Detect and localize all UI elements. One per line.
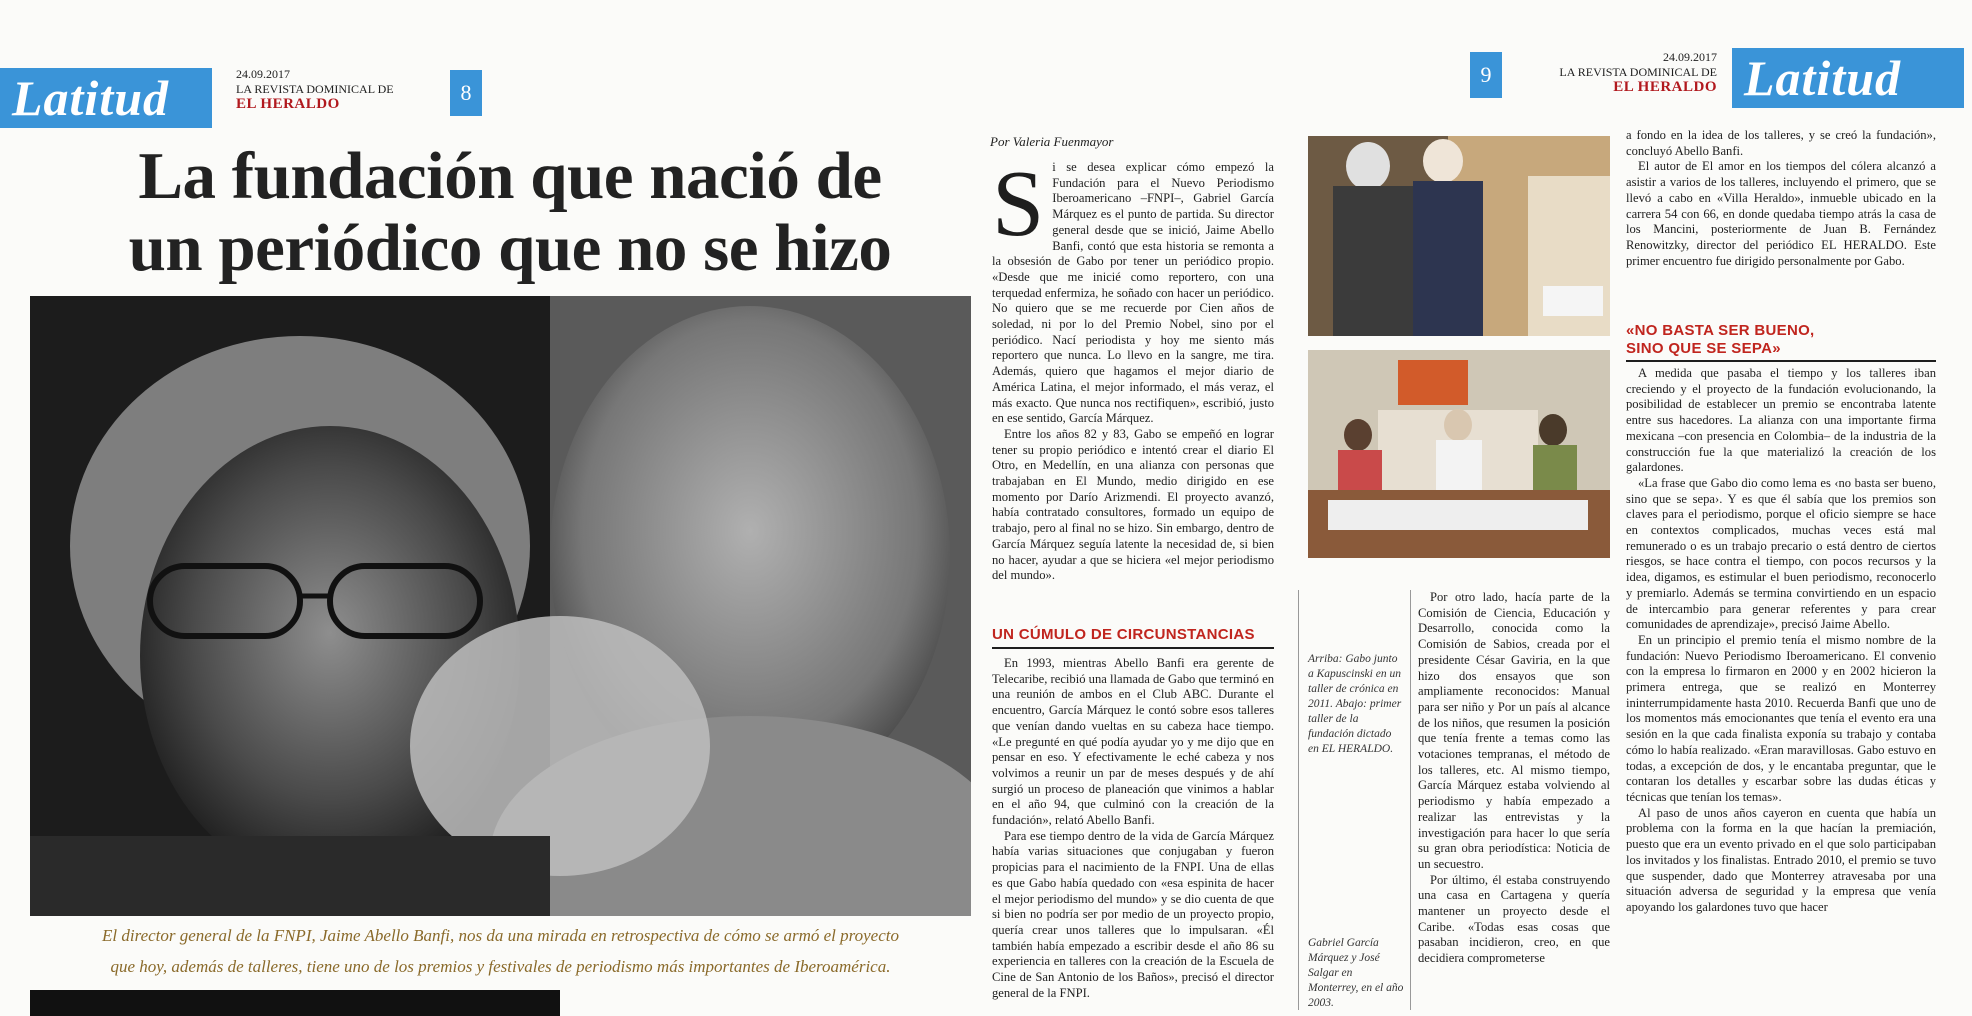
- latitud-logo: Latitud: [1732, 48, 1964, 108]
- column-divider: [1298, 590, 1299, 1010]
- subhead-line-1: «NO BASTA SER BUENO,: [1626, 322, 1815, 339]
- paragraph: Por último, él estaba construyendo una casa en Cartagena y quería mantener un proyecto desde el Caribe. «Todas esas cosas que pasaban incidieron, creo, en que decidiera comprometerse: [1418, 872, 1610, 966]
- headline: [70, 140, 950, 284]
- photo-image: [1308, 350, 1610, 558]
- paragraph: «La frase que Gabo dio como lema es ‹no basta ser bueno, sino que se sepa›. Y es que él sabía que los premios son claves para el periodismo, porque el oficio siempre se hace en contextos complicados, muchas veces está mal remunerado o es un trabajo precario o está dentro de ciertos riesgos, se hace contra el tiempo, con pocos recursos y la idea, digamos, es estimular el buen periodismo, reconocerlo y premiarlo. Además se termina convirtiendo en un espacio de intercambio para generar referentes y para crear comunidades de aprendizaje», precisó Jaime Abello.: [1626, 475, 1936, 632]
- newspaper-name: EL HERALDO: [1613, 79, 1717, 95]
- page-number-9: 9: [1470, 52, 1502, 98]
- article-column-1: [992, 152, 1274, 584]
- issue-date: 24.09.2017: [1663, 50, 1717, 64]
- headline-line-2: un periódico que no se hizo: [128, 211, 892, 285]
- headline-line-1: La fundación que nació de: [138, 139, 882, 213]
- issue-date: 24.09.2017: [236, 67, 290, 81]
- paragraph: Al paso de unos años cayeron en cuenta que había un problema con la forma en la que hacían la premiación, puesto que era un evento privado en el que solo participaban los invitados y los finalistas. Entrado 2010, el premio se tuvo que suspender, dado que Monterrey atravesaba por una situación adversa de seguridad y la empresa que venía apoyando los galardones tuvo que hacer: [1626, 805, 1936, 914]
- subhead-circunstancias: UN CÚMULO DE CIRCUNSTANCIAS: [992, 626, 1255, 643]
- masthead-left: [236, 67, 394, 112]
- caption-line-2: que hoy, además de talleres, tiene uno de los premios y festivales de periodismo más importantes de Iberoamérica.: [110, 957, 891, 976]
- bottom-photo-strip: [30, 990, 560, 1016]
- magazine-name: LA REVISTA DOMINICAL DE: [236, 82, 394, 96]
- paragraph: En 1993, mientras Abello Banfi era gerente de Telecaribe, recibió una llamada de Gabo que terminó en una reunión de ambos en el Club ABC. Durante el encuentro, García Márquez le contó sobre esos talleres que venían dando vueltas en su cabeza hace tiempo. «Le pregunté en qué podía ayudar yo y me dijo que en pensar en eso. Y efectivamente le eché cabeza y nos volvimos a reunir un par de meses después y de ahí surgió un proceso de planeación que vinimos a hablar en el año 94, que culminó con la creación de la fundación», relató Abello Banfi.: [992, 656, 1274, 828]
- main-photo: [30, 296, 971, 916]
- paragraph: En un principio el premio tenía el mismo nombre de la fundación: Nuevo Periodismo Iberoamericano. El convenio con la empresa lo firmaron en 2000 y en 2002 hicieron la primera entrega, que se realizó en Monterrey ininterrumpidamente hasta 2010. Recuerda Banfi que uno de los momentos más emocionantes que tenía el evento era una sesión en la que cada finalista exponía su trabajo y contaba cómo lo había realizado. «Eran maravillosas. Gabo estuvo en todas, a excepción de dos, y le encantaba preguntar, que le contaran los detalles y escarbar sobre las dudas éticas y técnicas que tenían los temas».: [1626, 632, 1936, 804]
- paragraph: El autor de El amor en los tiempos del cólera alcanzó a asistir a varios de los talleres, incluyendo el primero, que se llevó a cabo en «Villa Heraldo», inmueble ubicado en la carrera 54 con 66, en donde quedaba tiempo atrás la casa de los Mancini, posteriormente de Juan B. Fernández Renowitzky, director del periódico EL HERALDO. Este primer encuentro fue dirigido personalmente por Gabo.: [1626, 159, 1936, 268]
- photo-caption-top: Arriba: Gabo junto a Kapuscinski en un taller de crónica en 2011. Abajo: primer taller de la fundación dictado en EL HERALDO.: [1308, 653, 1402, 755]
- paragraph: Entre los años 82 y 83, Gabo se empeñó en lograr tener su propio periódico e intentó crear el diario El Otro, en Medellín, en una alianza con personas que trabajaban en El Mundo, medio dirigido en ese momento por Darío Arizmendi. El proyecto avanzó, había contratado consultores, formado un equipo de trabajo, pero al final no se hizo. Sin embargo, dentro de García Márquez seguía latente la necesidad de, si bien no hacer, ayudar a que se hiciera «el mejor periodismo del mundo».: [992, 426, 1274, 583]
- paragraph: i se desea explicar cómo empezó la Fundación para el Nuevo Periodismo Iberoamericano –FNPI–, Gabriel García Márquez es el punto de partida. Su director general desde que se inició, Jaime Abello Banfi, contó que esta historia se remonta a la obsesión de Gabo por tener un periódico propio. «Desde que me inicié como reportero, con una terquedad enfermiza, he soñado con hacer un periódico. No quiero que se me recuerde por Cien años de soledad, ni por lo del Premio Nobel, sino por el periódico. Nací periodista y hoy me siento más reportero que nunca. Lo llevo en la sangre, me tira. Además, quiero que hagamos el mejor diario de América Latina, el mejor informado, el más veraz, el más exacto. Que nunca nos rectifiquen», escribió, justo en ese sentido, García Márquez.: [992, 160, 1274, 426]
- paragraph: Por otro lado, hacía parte de la Comisión de Ciencia, Educación y Desarrollo, conocida como la Comisión de Sabios, creada por el presidente César Gaviria, en la que hizo dos ensayos que son ampliamente reconocidos: Manual para ser niño y Por un país al alcance de los niños, que resumen la posición que tenía frente a temas como las votaciones tempranas, el método de los talleres, etc. Al mismo tiempo, García Márquez estaba volviendo al periodismo y había empezado a realizar las entrevistas y la investigación para hacer lo que sería su gran obra periodística: Noticia de un secuestro.: [1418, 590, 1610, 871]
- article-column-3: [1626, 128, 1936, 269]
- drop-cap: S: [992, 152, 1045, 256]
- photo-first-workshop: [1308, 350, 1610, 558]
- subhead-rule: [992, 647, 1274, 649]
- article-column-1b: [992, 656, 1274, 1001]
- newspaper-name: EL HERALDO: [236, 96, 340, 112]
- byline: Por Valeria Fuenmayor: [990, 134, 1114, 149]
- portrait-image: [30, 296, 971, 916]
- page-number-8: 8: [450, 70, 482, 116]
- subhead-line-2: SINO QUE SE SEPA»: [1626, 340, 1781, 357]
- masthead-right: [1557, 50, 1717, 95]
- column-divider: [1410, 590, 1411, 1010]
- magazine-name: LA REVISTA DOMINICAL DE: [1559, 65, 1717, 79]
- article-column-2: [1418, 590, 1610, 967]
- photo-caption-bottom: Gabriel García Márquez y José Salgar en Monterrey, en el año 2003.: [1308, 937, 1404, 1009]
- paragraph: A medida que pasaba el tiempo y los talleres iban creciendo y el proyecto de la fundación evolucionando, la posibilidad de establecer un premio se encontraba latente entre sus hacedores. La alianza con una importante firma mexicana –con presencia en Colombia– de la industria de la construcción fue la que materializó la creación de los galardones.: [1626, 366, 1936, 475]
- main-photo-caption: [30, 920, 971, 982]
- paragraph: Para ese tiempo dentro de la vida de García Márquez había varias situaciones que conjugaban y fueron propicias para el nacimiento de la FNPI. Una de ellas es que Gabo había quedado con «esa espinita de hacer el mejor periodismo del mundo» y se dio cuenta de que si bien no podría ser por medio de un proyecto propio, quería crear unos talleres que lo impulsaran. «Él también había empezado a escribir desde el año 86 su experiencia en talleres con la creación de la Escuela de Cine de San Antonio de los Baños», precisó el director general de la FNPI.: [992, 828, 1274, 1000]
- paragraph: a fondo en la idea de los talleres, y se creó la fundación», concluyó Abello Banfi.: [1626, 128, 1936, 158]
- subhead-no-basta: [1626, 322, 1936, 358]
- photo-gabo-kapuscinski: [1308, 136, 1610, 336]
- caption-line-1: El director general de la FNPI, Jaime Abello Banfi, nos da una mirada en retrospectiva de cómo se armó el proyecto: [102, 926, 899, 945]
- subhead-rule: [1626, 360, 1936, 362]
- latitud-logo: Latitud: [0, 68, 212, 128]
- photo-image: [1308, 136, 1610, 336]
- article-column-3b: [1626, 366, 1936, 916]
